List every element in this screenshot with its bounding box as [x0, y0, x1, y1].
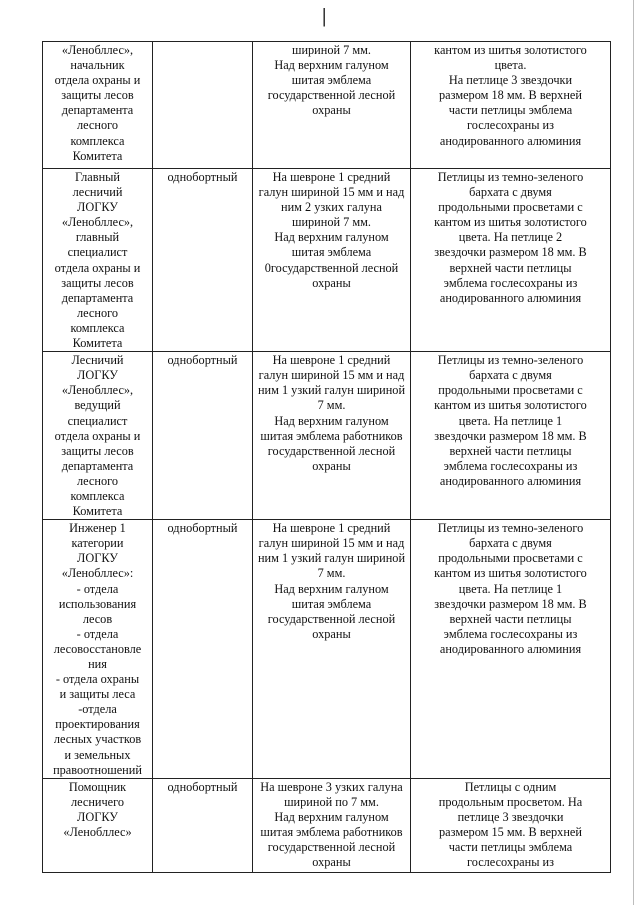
buttonholes-text: кантом из шитья золотистого цвета. На петлице 3 звездочки размером 18 мм. В верхней части петлицы эмблема гослесохраны из анодированного алюминия	[434, 43, 587, 148]
scan-edge-line	[633, 0, 634, 905]
type-cell	[153, 778, 253, 872]
chevron-cell	[253, 520, 411, 779]
buttonholes-cell	[411, 352, 611, 520]
table-row	[43, 352, 611, 520]
position-cell	[43, 778, 153, 872]
type-cell	[153, 520, 253, 779]
buttonholes-text: Петлицы с одним продольным просветом. На петлице 3 звездочки размером 15 мм. В верхней части петлицы эмблема гослесохраны из	[438, 779, 583, 870]
table-row	[43, 42, 611, 169]
chevron-cell	[253, 352, 411, 520]
type-text: однобортный	[167, 779, 238, 794]
buttonholes-cell	[411, 520, 611, 779]
type-text: однобортный	[167, 521, 238, 536]
buttonholes-text: Петлицы из темно-зеленого бархата с двумя продольными просветами с кантом из шитья золотистого цвета. На петлице 2 звездочки размером 18 мм. В верхней части петлицы эмблема гослесохраны из анодированного алюминия	[434, 170, 587, 305]
chevron-text: На шевроне 1 средний галун шириной 15 мм и над ним 1 узкий галун шириной 7 мм. Над верхним галуном шитая эмблема работников государственной лесной охраны	[257, 353, 406, 473]
buttonholes-cell	[411, 42, 611, 169]
chevron-cell	[253, 42, 411, 169]
position-cell	[43, 169, 153, 352]
position-cell	[43, 42, 153, 169]
type-text: однобортный	[167, 353, 238, 368]
chevron-text: На шевроне 3 узких галуна шириной по 7 мм. Над верхним галуном шитая эмблема работников государственной лесной охраны	[260, 779, 403, 870]
buttonholes-text: Петлицы из темно-зеленого бархата с двумя продольными просветами с кантом из шитья золотистого цвета. На петлице 1 звездочки размером 18 мм. В верхней части петлицы эмблема гослесохраны из анодированного алюминия	[434, 521, 587, 656]
position-cell	[43, 352, 153, 520]
buttonholes-text: Петлицы из темно-зеленого бархата с двумя продольными просветами с кантом из шитья золотистого цвета. На петлице 1 звездочки размером 18 мм. В верхней части петлицы эмблема гослесохраны из анодированного алюминия	[434, 353, 587, 488]
table-row	[43, 778, 611, 872]
chevron-cell	[253, 169, 411, 352]
chevron-text: шириной 7 мм. Над верхним галуном шитая эмблема государственной лесной охраны	[267, 43, 396, 118]
type-cell	[153, 352, 253, 520]
type-text: однобортный	[167, 170, 238, 184]
type-cell	[153, 42, 253, 169]
chevron-text: На шевроне 1 средний галун шириной 15 мм и над ним 2 узких галуна шириной 7 мм. Над верхним галуном шитая эмблема 0государственной лесной охраны	[258, 170, 405, 290]
position-cell	[43, 520, 153, 779]
chevron-text: На шевроне 1 средний галун шириной 15 мм и над ним 1 узкий галун шириной 7 мм. Над верхним галуном шитая эмблема государственной лесной охраны	[257, 521, 406, 641]
position-text: Главный лесничий ЛОГКУ «Ленобллес», главный специалист отдела охраны и защиты лесов департамента лесного комплекса Комитета	[54, 170, 141, 351]
uniform-table	[42, 41, 611, 873]
page-mark: |	[322, 5, 327, 27]
table-row	[43, 169, 611, 352]
position-text: Лесничий ЛОГКУ «Ленобллес», ведущий специалист отдела охраны и защиты лесов департамента лесного комплекса Комитета	[54, 353, 141, 519]
type-cell	[153, 169, 253, 352]
position-text: «Ленобллес», начальник отдела охраны и защиты лесов департамента лесного комплекса Комитета	[54, 43, 141, 163]
chevron-cell	[253, 778, 411, 872]
position-text: Инженер 1 категории ЛОГКУ «Ленобллес»: - отдела использования лесов - отдела лесовосстановле ния - отдела охраны и защиты леса -отдела проектирования лесных участков и земельных правоотношений	[53, 521, 142, 777]
buttonholes-cell	[411, 778, 611, 872]
position-text: Помощник лесничего ЛОГКУ «Ленобллес»	[63, 779, 132, 840]
table-row	[43, 520, 611, 779]
buttonholes-cell	[411, 169, 611, 352]
